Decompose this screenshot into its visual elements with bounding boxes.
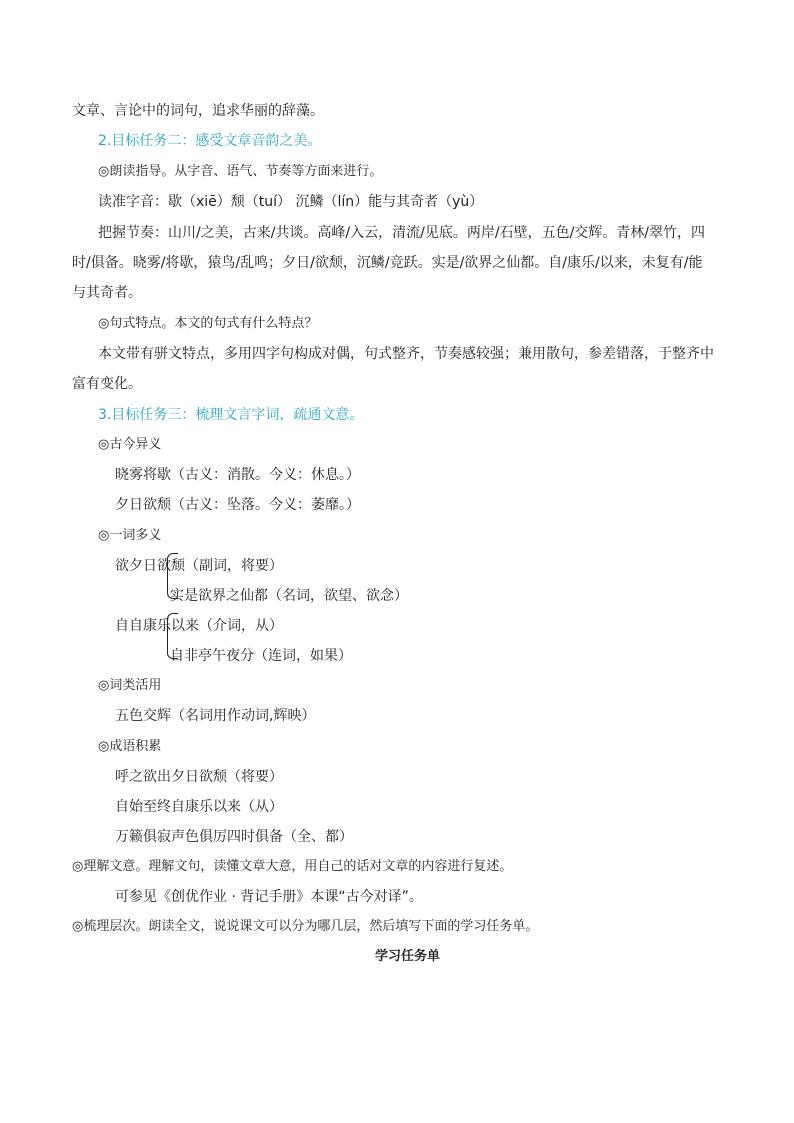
section-heading-task-two: 2.目标任务二：感受文章音韵之美。 — [98, 133, 322, 149]
structure-line: ◎梳理层次。朗读全文，说说课文可以分为哪几层，然后填写下面的学习任务单。 — [72, 919, 539, 934]
pronunciation-line: 读准字音：歇（xiē）颓（tuí） 沉鳞（lín）能与其奇者（yù） — [98, 194, 484, 210]
subheading-idioms: ◎成语积累 — [98, 739, 162, 754]
ancient-modern-item-1: 晓雾将歇（古义：消散。今义：休息。） — [115, 467, 360, 483]
rhythm-line-3: 与其奇者。 — [72, 285, 142, 301]
word-class-item: 五色交辉（名词用作动词,辉映） — [115, 708, 316, 724]
subheading-word-class: ◎词类活用 — [98, 678, 162, 693]
task-sheet-title: 学习任务单 — [375, 949, 441, 964]
sentence-pattern-answer-2: 富有变化。 — [72, 376, 142, 392]
understanding-line: ◎理解文意。理解文句，读懂文章大意，用自己的话对文章的内容进行复述。 — [72, 859, 513, 874]
paragraph-line: 文章、言论中的词句，追求华丽的辞藻。 — [72, 103, 324, 119]
sentence-pattern-answer-1: 本文带有骈文特点，多用四字句构成对偶，句式整齐，节奏感较强；兼用散句，参差错落，于整齐中 — [98, 346, 714, 362]
polysemy-yu-item-1: 欲夕日欲颓（副词，将要） — [115, 558, 283, 574]
polysemy-zi-item-1: 自自康乐以来（介词，从） — [115, 618, 283, 634]
ancient-modern-item-2: 夕日欲颓（古义：坠落。今义：萎靡。） — [115, 497, 360, 513]
subheading-polysemy: ◎一词多义 — [98, 528, 162, 543]
idiom-item-2: 自始至终自康乐以来（从） — [115, 799, 283, 815]
polysemy-zi-item-2: 自非亭午夜分（连词，如果） — [170, 648, 352, 664]
rhythm-line-1: 把握节奏：山川/之美，古来/共谈。高峰/入云，清流/见底。两岸/石壁，五色/交辉。青林/翠竹，四 — [98, 225, 706, 241]
subheading-ancient-modern: ◎古今异义 — [98, 437, 162, 452]
polysemy-yu-item-2: 实是欲界之仙都（名词，欲望、欲念） — [170, 588, 408, 604]
section-heading-task-three: 3.目标任务三：梳理文言字词，疏通文意。 — [98, 407, 364, 423]
idiom-item-3: 万籁俱寂声色俱厉四时俱备（全、都） — [115, 829, 353, 845]
reference-line: 可参见《创优作业 · 背记手册》本课“古今对译”。 — [115, 889, 423, 905]
rhythm-line-2: 时/俱备。晓雾/将歇，猿鸟/乱鸣；夕日/欲颓，沉鳞/竞跃。实是/欲界之仙都。自/康乐/以来，未复有/能 — [72, 255, 703, 271]
idiom-item-1: 呼之欲出夕日欲颓（将要） — [115, 769, 283, 785]
sentence-pattern-question: ◎句式特点。本文的句式有什么特点？ — [98, 316, 318, 331]
reading-guidance: ◎朗读指导。从字音、语气、节奏等方面来进行。 — [98, 164, 383, 179]
